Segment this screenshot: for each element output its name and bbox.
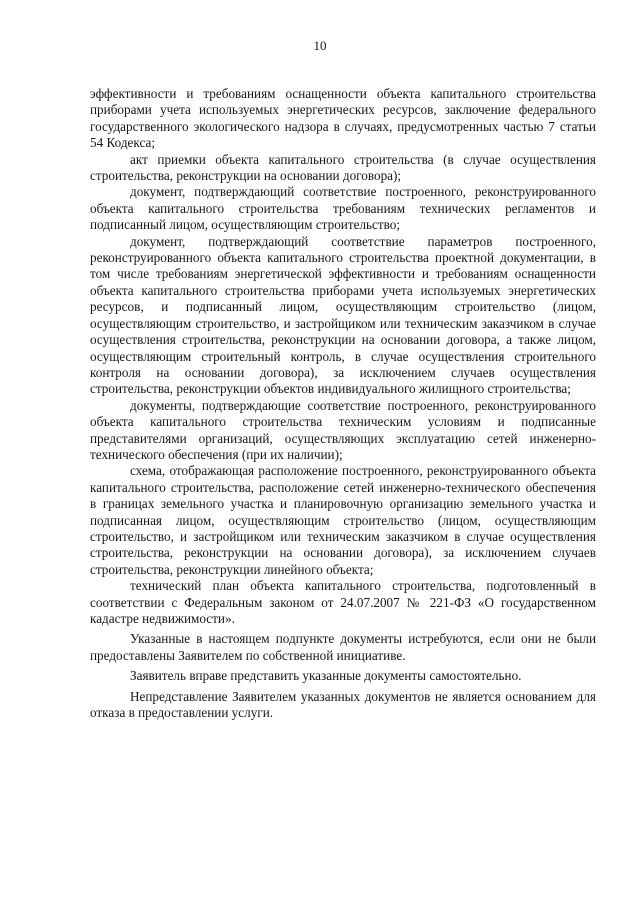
paragraph-applicant-right: Заявитель вправе представить указанные документы самостоятельно. — [130, 668, 522, 684]
paragraph-project-compliance: документ, подтверждающий соответствие параметров построенного, реконструированного объекта капитального строительства проектной документации, в том числе требованиям энергетической эффективности и требованиям оснащенности объекта капитального строительства приборами учета используемых энергетических ресурсов, и подписанный лицом, осуществляющим строительство (лицом, осуществляющим строительство, и застройщиком или техническим заказчиком в случае осуществления строительства, реконструкции на основании договора, а также лицом, осуществляющим строительный контроль, в случае осуществления строительного контроля на основании договора), за исключением случаев осуществления строительства, реконструкции объектов индивидуального жилищного строительства; — [90, 233, 596, 397]
document-body — [90, 86, 596, 721]
paragraph-energy-efficiency: эффективности и требованиям оснащенности объекта капитального строительства приборами учета используемых энергетических ресурсов, заключение федерального государственного экологического надзора в случаях, предусмотренных частью 7 статьи 54 Кодекса; — [90, 86, 596, 151]
page-number: 10 — [313, 38, 327, 53]
paragraph-technical-plan: технический план объекта капитального строительства, подготовленный в соответствии с Федеральным законом от 24.07.2007 № 221-ФЗ «О государственном кадастре недвижимости». — [90, 578, 596, 626]
paragraph-acceptance-act: акт приемки объекта капитального строительства (в случае осуществления строительства, реконструкции на основании договора); — [90, 151, 596, 184]
paragraph-non-submission: Непредставление Заявителем указанных документов не является основанием для отказа в предоставлении услуги. — [90, 688, 596, 721]
paragraph-technical-regulations: документ, подтверждающий соответствие построенного, реконструированного объекта капитального строительства требованиям технических регламентов и подписанный лицом, осуществляющим строительство; — [90, 184, 596, 233]
paragraph-site-scheme: схема, отображающая расположение построенного, реконструированного объекта капитального строительства, расположение сетей инженерно-технического обеспечения в границах земельного участка и планировочную организацию земельного участка и подписанная лицом, осуществляющим строительство (лицом, осуществляющим строительство, и застройщиком или техническим заказчиком в случае осуществления строительства, реконструкции на основании договора), за исключением случаев строительства, реконструкции линейного объекта; — [90, 463, 596, 577]
paragraph-documents-requested: Указанные в настоящем подпункте документы истребуются, если они не были предоставлены Заявителем по собственной инициативе. — [90, 631, 596, 663]
paragraph-technical-conditions: документы, подтверждающие соответствие построенного, реконструированного объекта капитального строительства техническим условиям и подписанные представителями организаций, осуществляющих эксплуатацию сетей инженерно-технического обеспечения (при их наличии); — [90, 397, 596, 462]
